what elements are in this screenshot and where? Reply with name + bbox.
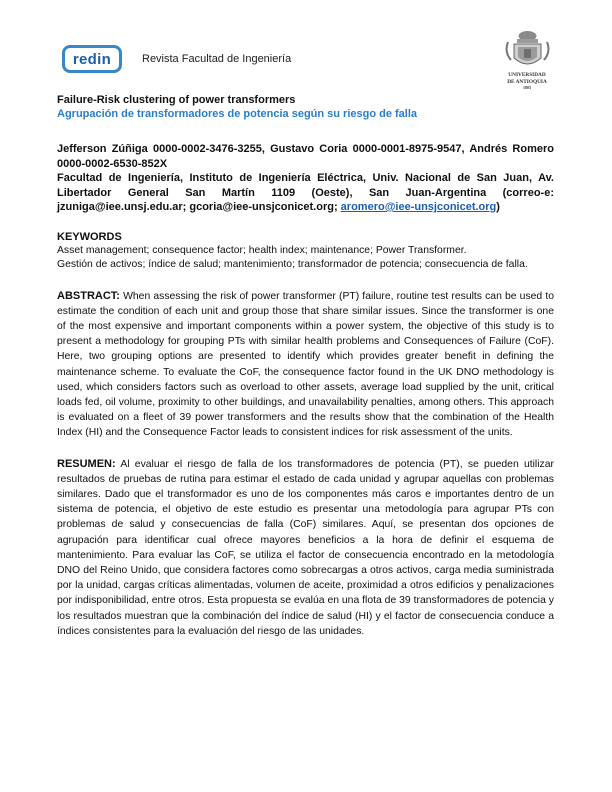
journal-name: Revista Facultad de Ingeniería	[142, 53, 292, 65]
seal-line-2: DE ANTIOQUIA	[507, 78, 547, 85]
redin-logo	[62, 45, 122, 73]
abstract	[57, 289, 554, 441]
resumen	[57, 457, 554, 639]
affiliation	[57, 171, 554, 215]
abstract-text: When assessing the risk of power transformer (PT) failure, routine test results can be used to estimate the condition of each unit and group those that share similar issues. Since the transformer is one of the most expensive and important components within a power system, the objective of this study is to present a methodology for grouping PTs with similar health problems and Consequences of Failure (CoF). Here, two grouping options are presented to identify which provides greater benefit in defining the maintenance scheme. To evaluate the CoF, the consequence factor found in the UK DNO methodology is used, which considers factors such as overload to other assets, average load supplied by the unit, critical loads fed, oil volume, proximity to other buildings, and unavailability penalties, among others. This approach is evaluated on a fleet of 39 power transformers and the results show that the combination of the Health Index (HI) and the Consequence Factor leads to consistent indices for risk assessment of the units.	[57, 290, 554, 439]
email-link[interactable]: aromero@iee-unsjconicet.org	[340, 201, 497, 213]
affiliation-end: )	[496, 201, 500, 213]
paper-content	[57, 93, 554, 639]
title-english: Failure-Risk clustering of power transformers	[57, 94, 296, 106]
keywords-english: Asset management; consequence factor; health index; maintenance; Power Transformer.	[57, 244, 467, 256]
affiliation-text: Facultad de Ingeniería, Instituto de Ingeniería Eléctrica, Univ. Nacional de San Juan, Av. Libertador General San Martín 1109 (Oeste), San Juan-Argentina (correo-e: jzuniga@iee.unsj.edu.ar; gcoria@iee-unsjconicet.org;	[57, 172, 554, 213]
resumen-text: Al evaluar el riesgo de falla de los transformadores de potencia (PT), se pueden utilizar resultados de pruebas de rutina para estimar el estado de cada unidad y agrupar aquellas con problemas similares. Dado que el transformador es uno de los componentes más caros e importantes dentro de un sistema de potencia, el objetivo de este estudio es presentar una metodología para agrupar PTs con problemas de salud y consecuencias de falla (CoF) similares. Aquí, se presentan dos opciones de agrupación para identificar cual ofrece mayores beneficios a la hora de definir el esquema de mantenimiento. Para evaluar las CoF, se utiliza el factor de consecuencia encontrado en la metodología DNO del Reino Unido, que considera factores como sobrecargas a otros activos, carga media suministrada por la unidad, cargas críticas alimentadas, volumen de aceite, proximidad a otros edificios y penalizaciones por indisponibilidad, entre otros. Esta propuesta se evalúa en una flota de 39 transformadores de potencia y los resultados muestran que la combinación del índice de salud (HI) y el factor de consecuencia conduce a índices consistentes para la evaluación del riesgo de las unidades.	[57, 458, 554, 637]
seal-caption	[496, 72, 558, 90]
keywords-heading: KEYWORDS	[57, 230, 122, 243]
title-spanish: Agrupación de transformadores de potencia según su riesgo de falla	[57, 108, 418, 120]
abstract-label: ABSTRACT:	[57, 289, 120, 302]
resumen-label: RESUMEN:	[57, 457, 116, 470]
authors: Jefferson Zúñiga 0000-0002-3476-3255, Gustavo Coria 0000-0001-8975-9547, Andrés Romero 0000-0002-6530-852X	[57, 143, 554, 170]
seal-line-3: 1803	[523, 85, 531, 90]
keywords-spanish: Gestión de activos; índice de salud; mantenimiento; transformador de potencia; consecuencia de falla.	[57, 259, 528, 270]
seal-line-1: UNIVERSIDAD	[508, 72, 546, 78]
logo-text: redin	[72, 50, 112, 68]
